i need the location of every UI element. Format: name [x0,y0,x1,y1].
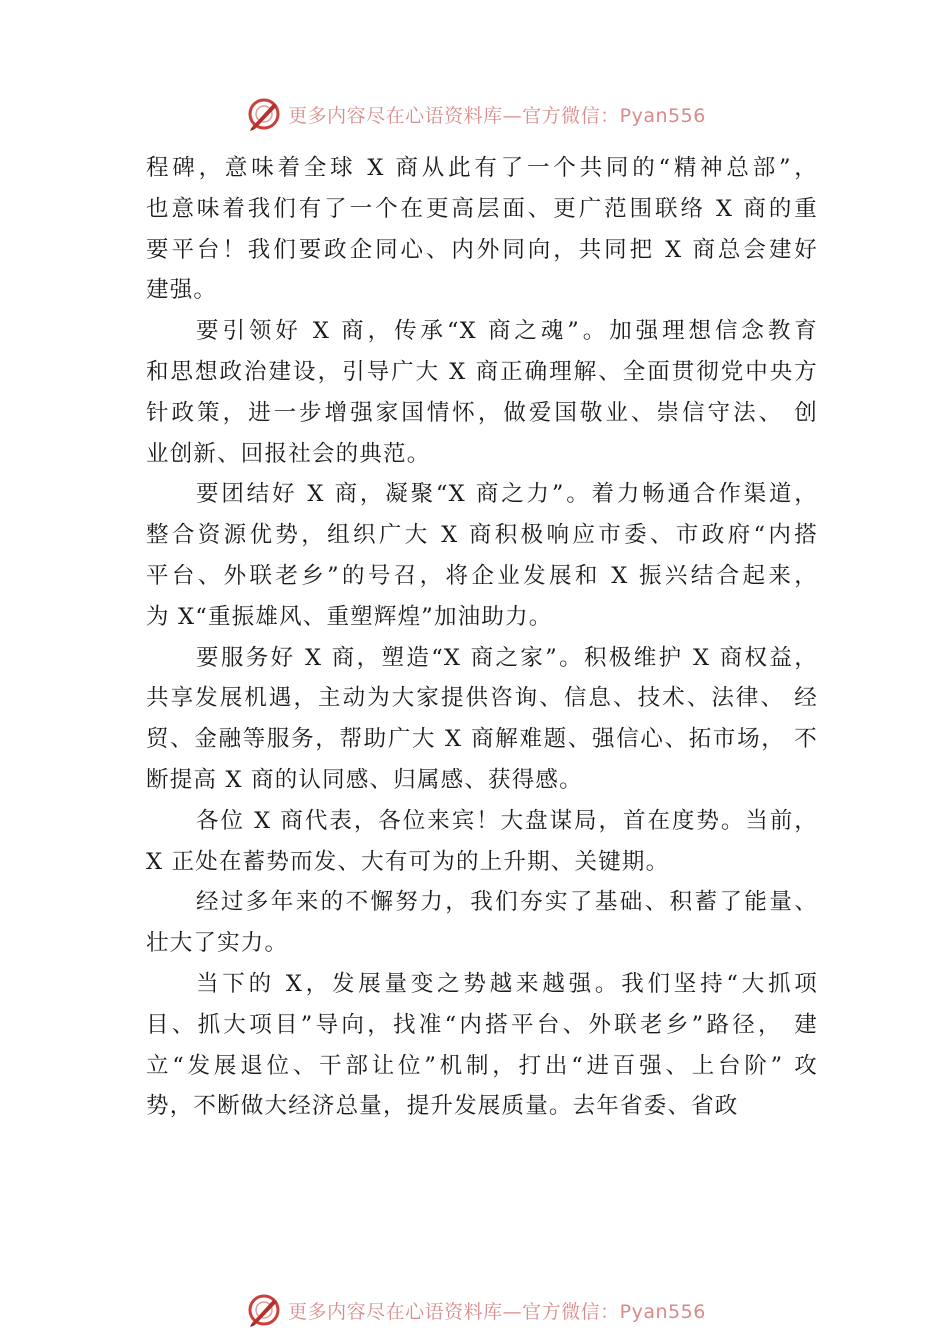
watermark-text: 更多内容尽在心语资料库—官方微信：Pyan556 [288,104,706,127]
paragraph-first-line: 要服务好 X 商，塑造“X 商之家”。积极维护 X 商权益， [196,644,818,671]
text-line: X 正处在蓄势而发、大有可为的上升期、关键期。 [146,848,670,875]
text-line: 整合资源优势，组织广大 X 商积极响应市委、市政府“内搭 [146,522,818,549]
pen-circle-logo-icon [244,94,284,134]
text-line: 平台、外联老乡”的号召，将企业发展和 X 振兴结合起来， [146,562,818,589]
header-watermark-banner [0,92,950,136]
text-line: 程碑，意味着全球 X 商从此有了一个共同的“精神总部”， [146,155,818,181]
text-line: 建强。 [146,277,218,304]
paragraph-first-line: 要团结好 X 商，凝聚“X 商之力”。着力畅通合作渠道， [196,481,818,508]
text-line: 断提高 X 商的认同感、归属感、获得感。 [146,766,583,793]
text-line: 壮大了实力。 [146,930,289,957]
text-line: 共享发展机遇，主动为大家提供咨询、信息、技术、法律、 经 [146,685,818,712]
paragraph-first-line: 要引领好 X 商，传承“X 商之魂”。加强理想信念教育 [196,318,818,345]
text-line: 和思想政治建设，引导广大 X 商正确理解、全面贯彻党中央方 [146,358,818,385]
pen-circle-logo-icon [244,1290,284,1330]
paragraph-first-line: 当下的 X，发展量变之势越来越强。我们坚持“大抓项 [196,970,818,997]
text-line: 为 X“重振雄风、重塑辉煌”加油助力。 [146,603,553,630]
text-line: 目、抓大项目”导向，找准“内搭平台、外联老乡”路径， 建 [146,1011,818,1038]
text-line: 贸、金融等服务，帮助广大 X 商解难题、强信心、拓市场， 不 [146,726,818,753]
text-line: 立“发展退位、干部让位”机制，打出“进百强、上台阶” 攻 [146,1052,818,1079]
watermark-text: 更多内容尽在心语资料库—官方微信：Pyan556 [288,1300,706,1323]
paragraph-first-line: 各位 X 商代表，各位来宾！大盘谋局，首在度势。当前， [196,807,818,834]
wechat-id: Pyan556 [619,104,706,127]
footer-watermark-banner [0,1288,950,1332]
wechat-id: Pyan556 [619,1300,706,1323]
text-line: 针政策，进一步增强家国情怀，做爱国敬业、崇信守法、 创 [146,399,818,426]
text-line: 势，不断做大经济总量，提升发展质量。去年省委、省政 [146,1093,739,1120]
document-body [146,148,818,1127]
paragraph-first-line: 经过多年来的不懈努力，我们夯实了基础、积蓄了能量、 [196,889,818,916]
text-line: 也意味着我们有了一个在更高层面、更广范围联络 X 商的重 [146,195,818,222]
text-line: 业创新、回报社会的典范。 [146,440,431,467]
text-line: 要平台！我们要政企同心、内外同向，共同把 X 商总会建好 [146,236,818,263]
